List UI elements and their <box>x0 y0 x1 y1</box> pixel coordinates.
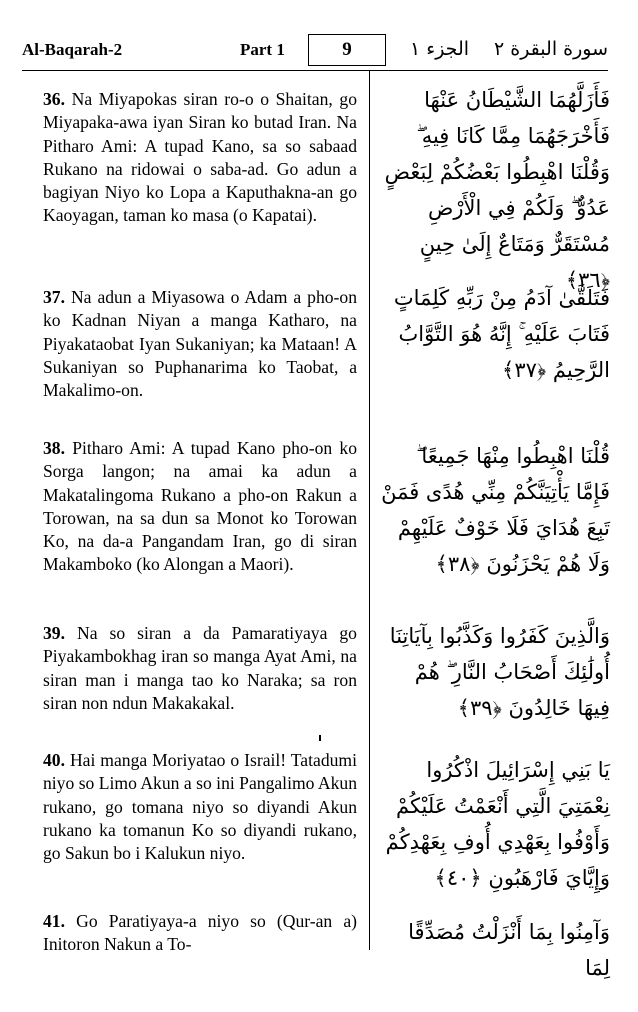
translation-text <box>43 88 357 228</box>
verse-number: 39. <box>43 623 65 643</box>
verse-number: 38. <box>43 438 65 458</box>
arabic-text: وَالَّذِينَ كَفَرُوا وَكَذَّبُوا بِآيَاتِنَا أُولَٰئِكَ أَصْحَابُ النَّارِ ۖ هُمْ فِيهَا خَالِدُونَ ﴿٣٩﴾ <box>389 624 610 720</box>
page-number: 9 <box>308 34 386 66</box>
arabic-text: يَا بَنِي إِسْرَائِيلَ اذْكُرُوا نِعْمَتِيَ الَّتِي أَنْعَمْتُ عَلَيْكُمْ وَأَوْفُوا بِعَهْدِي أُوفِ بِعَهْدِكُمْ وَإِيَّايَ فَارْهَبُونِ ﴿٤٠﴾ <box>385 758 610 890</box>
verse-number: 40. <box>43 750 65 770</box>
arabic-text: قُلْنَا اهْبِطُوا مِنْهَا جَمِيعًا ۖ فَإِمَّا يَأْتِيَنَّكُمْ مِنِّي هُدًى فَمَنْ تَبِعَ هُدَايَ فَلَا خَوْفٌ عَلَيْهِمْ وَلَا هُمْ يَحْزَنُونَ ﴿٣٨﴾ <box>381 444 610 576</box>
verse-number: 41. <box>43 911 65 931</box>
header-rule <box>22 70 608 71</box>
translation-body: Na adun a Miyasowa o Adam a pho-on ko Kadnan Niyan a manga Katharo, na Piyakataobat Iyan Sukaniyan; ka Mataan! A Sukaniyan so Puphanarima ko Taobat, a Makalimo-on. <box>43 287 357 401</box>
surah-title-arabic: سورة البقرة ٢ <box>493 38 608 60</box>
arabic-text: فَأَزَلَّهُمَا الشَّيْطَانُ عَنْهَا فَأَخْرَجَهُمَا مِمَّا كَانَا فِيهِ ۖ وَقُلْنَا اهْبِطُوا بَعْضُكُمْ لِبَعْضٍ عَدُوٌّ ۖ وَلَكُمْ فِي الْأَرْضِ مُسْتَقَرٌّ وَمَتَاعٌ إِلَىٰ حِينٍ ﴿٣٦﴾ <box>384 88 610 292</box>
translation-body: Pitharo Ami: A tupad Kano pho-on ko Sorga langon; na amai ka adun a Makatalingoma Rukano a pho-on Rakun a Torowan, na sa dun sa Monot ko Torowan Ko, na da-a Pangandam Iran, go di siran Makamboko (ko Alongan a Maori). <box>43 438 357 575</box>
translation-body: Go Paratiyaya-a niyo so (Qur-an a) Initoron Nakun a To- <box>43 911 357 955</box>
translation-text <box>43 910 357 957</box>
arabic-text: فَتَلَقَّىٰ آدَمُ مِنْ رَبِّهِ كَلِمَاتٍ فَتَابَ عَلَيْهِ ۚ إِنَّهُ هُوَ التَّوَّابُ الرَّحِيمُ ﴿٣٧﴾ <box>393 286 610 382</box>
margin-mark <box>319 735 321 741</box>
verse-number: 37. <box>43 287 65 307</box>
page-header <box>22 32 608 68</box>
juz-label-arabic: الجزء ١ <box>410 38 470 60</box>
translation-text <box>43 437 357 577</box>
part-label: Part 1 <box>240 40 285 59</box>
column-divider <box>369 70 370 950</box>
translation-body: Na so siran a da Pamaratiyaya go Piyakambokhag iran so manga Ayat Ami, na siran man i manga tao ko Naraka; sa ron siran non ndun Makakakal. <box>43 623 357 713</box>
arabic-text: وَآمِنُوا بِمَا أَنْزَلْتُ مُصَدِّقًا لِمَا <box>408 920 610 980</box>
surah-title-latin: Al-Baqarah-2 <box>22 40 123 59</box>
verse-number: 36. <box>43 89 65 109</box>
translation-text <box>43 749 357 865</box>
translation-body: Hai manga Moriyatao o Israil! Tatadumi niyo so Limo Akun a so ini Pangalimo Akun rukano, go tomana niyo so diyandi Akun rukano ka tomanun Ko so diyandi rukano, go Sakun bo i Kalukun niyo. <box>43 750 357 864</box>
translation-text <box>43 622 357 715</box>
translation-text <box>43 286 357 402</box>
translation-body: Na Miyapokas siran ro-o o Shaitan, go Miyapaka-awa iyan Siran ko butad Iran. Na Pitharo Ami: A tupad Kano, sa so sabaad Rukano na ridowai o saba-ad. Go adun a bagiyan Niyo ko Lopa a Kaputhakna-an go Kaoyagan, taman ko masa (o Kapatai). <box>43 89 357 226</box>
